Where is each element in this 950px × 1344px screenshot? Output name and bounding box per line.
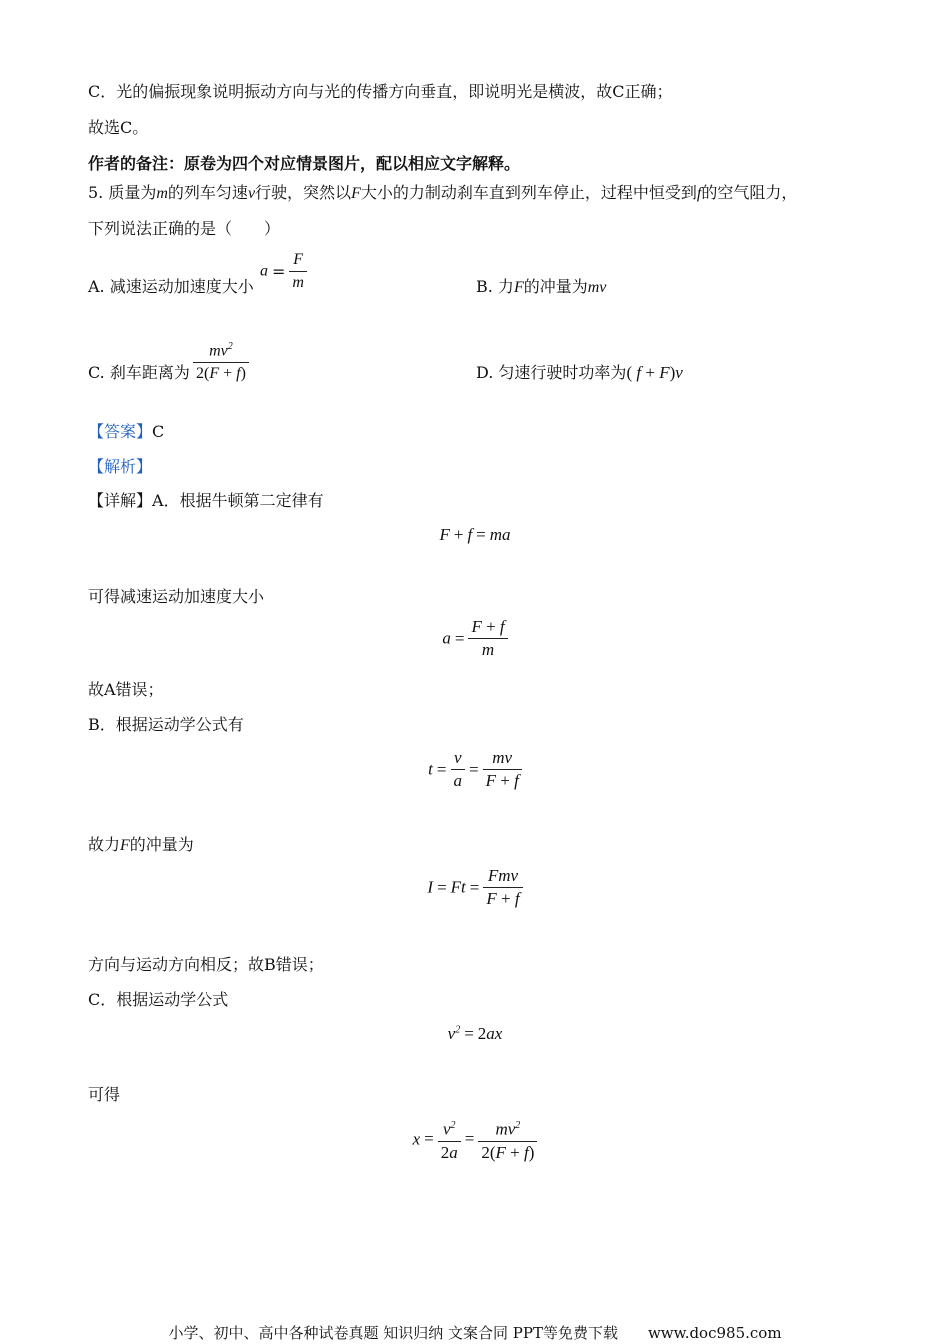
c-intro-text: C．根据运动学公式 <box>88 990 229 1009</box>
option-c-formula: $\frac{mv^2}{2(F + f)}$ <box>193 338 249 383</box>
equation-time: t = $\frac{v}{a}$ = $\frac{mv}{F + f}$ <box>0 749 950 790</box>
option-b: B. 力F的冲量为mv <box>476 277 607 296</box>
equation-acceleration: a = $\frac{F + f}{m}$ <box>0 618 950 659</box>
page-footer: 小学、初中、高中各种试卷真题 知识归纳 文案合同 PPT等免费下载 www.doc985.com <box>168 1324 782 1342</box>
a-wrong-text: 故A错误； <box>88 680 164 699</box>
choose-c-text: 故选C。 <box>88 118 149 137</box>
option-a: A. 减速运动加速度大小 <box>88 277 254 296</box>
b-impulse-text: 故力F的冲量为 <box>88 835 194 854</box>
b-intro-text: B．根据运动学公式有 <box>88 715 244 734</box>
equation-newton-second-law: F + f = ma <box>439 525 511 544</box>
option-c: C. 刹车距离为 <box>88 363 190 382</box>
detail-a-line: 【详解】A．根据牛顿第二定律有 <box>88 491 324 510</box>
author-note: 作者的备注：原卷为四个对应情景图片，配以相应文字解释。 <box>88 154 521 173</box>
prev-option-c-text: C．光的偏振现象说明振动方向与光的传播方向垂直，即说明光是横波，故C正确； <box>88 82 673 101</box>
option-d: D. 匀速行驶时功率为( f + F)v <box>476 363 683 382</box>
equation-kinematics: $v^2 = 2ax$ <box>447 1024 503 1043</box>
question-5-line-2: 下列说法正确的是（ ） <box>88 219 281 238</box>
c-get-text: 可得 <box>88 1085 121 1104</box>
answer-line: 【答案】C <box>88 422 165 441</box>
question-5-line-1: 5. 质量为m的列车匀速v行驶，突然以F大小的力制动刹车直到列车停止，过程中恒受到f的空气阻力， <box>88 183 798 202</box>
equation-impulse: I = Ft = $\frac{\text{Fmv}}{F + f}$ <box>0 867 950 908</box>
equation-distance: x = $\frac{v^2}{2a}$ = $\frac{mv^2}{2(F + f)}$ <box>0 1117 950 1162</box>
b-wrong-text: 方向与运动方向相反；故B错误； <box>88 955 324 974</box>
option-a-formula: a = $\frac{F}{m}$ <box>260 251 307 292</box>
get-acceleration-text: 可得减速运动加速度大小 <box>88 587 265 606</box>
analysis-label: 【解析】 <box>88 457 153 476</box>
